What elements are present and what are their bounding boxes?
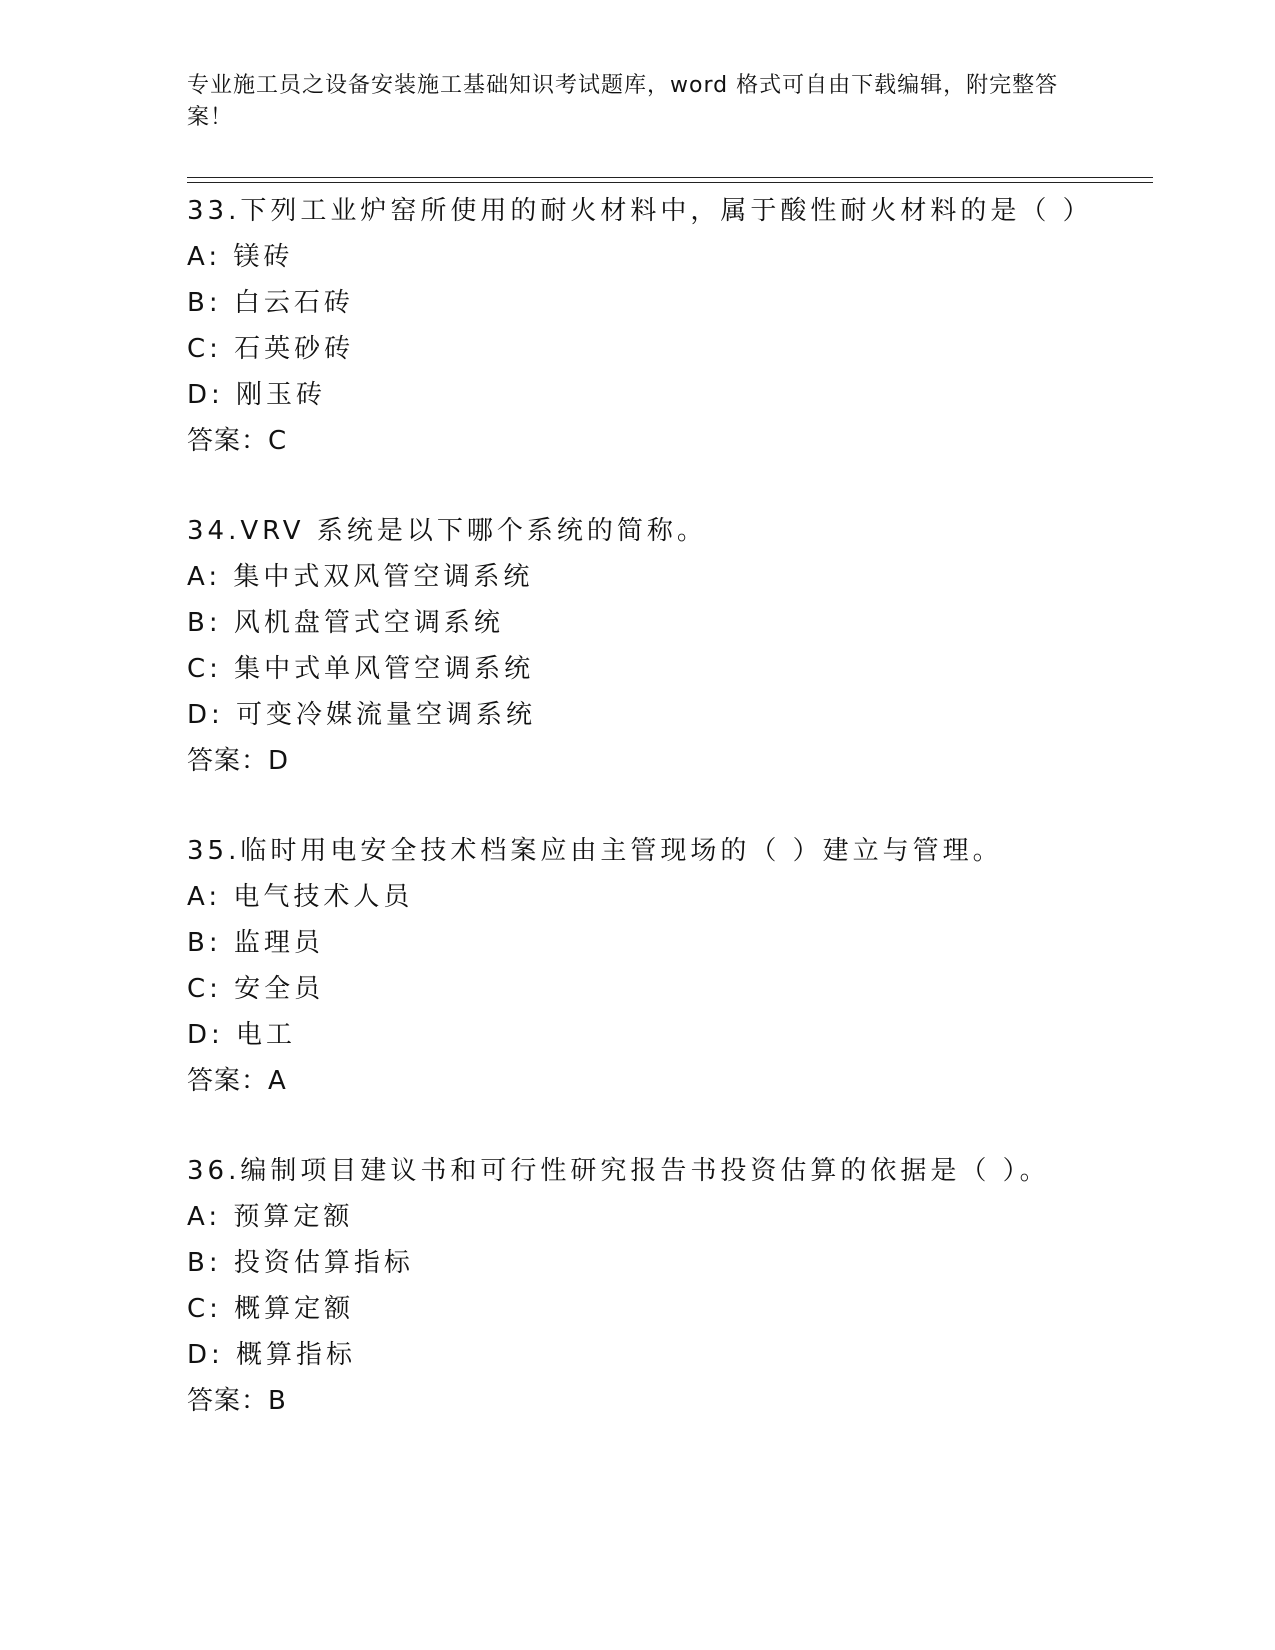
header-divider-bottom xyxy=(187,182,1153,183)
option-b: B: 风机盘管式空调系统 xyxy=(187,608,504,638)
header-divider-top xyxy=(187,177,1153,178)
question-stem: 35.临时用电安全技术档案应由主管现场的（ ）建立与管理。 xyxy=(187,836,1003,866)
option-a: A: 电气技术人员 xyxy=(187,882,414,912)
option-b: B: 监理员 xyxy=(187,928,324,958)
option-a: A: 预算定额 xyxy=(187,1202,354,1232)
option-b: B: 投资估算指标 xyxy=(187,1248,414,1278)
question-stem: 36.编制项目建议书和可行性研究报告书投资估算的依据是（ ）。 xyxy=(187,1156,1050,1186)
question-33 xyxy=(187,188,1147,464)
option-d: D: 可变冷媒流量空调系统 xyxy=(187,700,537,730)
option-c: C: 集中式单风管空调系统 xyxy=(187,654,535,684)
answer: 答案：C xyxy=(187,426,288,456)
option-d: D: 电工 xyxy=(187,1020,297,1050)
option-c: C: 概算定额 xyxy=(187,1294,355,1324)
question-stem: 33.下列工业炉窑所使用的耐火材料中，属于酸性耐火材料的是（ ） xyxy=(187,196,1093,226)
document-header: 专业施工员之设备安装施工基础知识考试题库，word 格式可自由下载编辑，附完整答案！ xyxy=(187,73,1059,130)
question-35 xyxy=(187,828,1147,1104)
option-a: A: 集中式双风管空调系统 xyxy=(187,562,534,592)
question-34 xyxy=(187,508,1147,784)
question-stem: 34.VRV 系统是以下哪个系统的简称。 xyxy=(187,516,707,546)
answer: 答案：A xyxy=(187,1066,287,1096)
option-b: B: 白云石砖 xyxy=(187,288,354,318)
option-d: D: 刚玉砖 xyxy=(187,380,327,410)
answer: 答案：B xyxy=(187,1386,287,1416)
option-c: C: 安全员 xyxy=(187,974,325,1004)
answer: 答案：D xyxy=(187,746,290,776)
option-c: C: 石英砂砖 xyxy=(187,334,355,364)
option-a: A: 镁砖 xyxy=(187,242,294,272)
option-d: D: 概算指标 xyxy=(187,1340,357,1370)
question-36 xyxy=(187,1148,1147,1424)
